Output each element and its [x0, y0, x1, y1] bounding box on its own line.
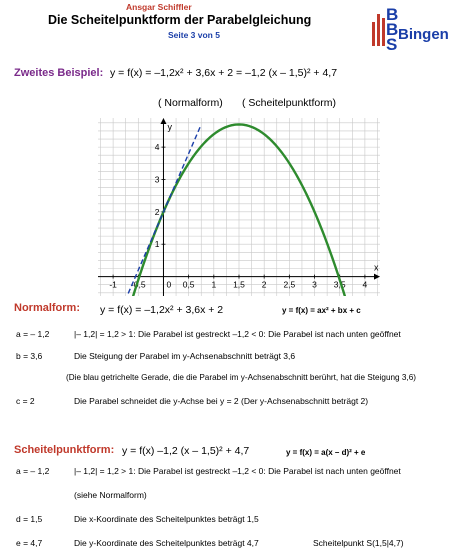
bbs-bingen-logo — [370, 6, 470, 52]
page-number: Seite 3 von 5 — [168, 30, 220, 40]
x-tick-label: 2 — [261, 279, 267, 290]
x-tick-label: 1,5 — [233, 279, 245, 290]
author-name: Ansgar Schiffler — [126, 2, 192, 12]
y-axis-arrow-icon — [160, 118, 166, 124]
scheitel-row-3-left: d = 1,5 — [16, 514, 43, 524]
scheitel-row-4-left: e = 4,7 — [16, 538, 43, 548]
x-tick-label: -0,5 — [130, 279, 146, 290]
normal-row-2-text: Die Steigung der Parabel im y-Achsenabschnitt beträgt 3,6 — [74, 351, 296, 361]
normal-row-2-left: b = 3,6 — [16, 351, 43, 361]
example-label: Zweites Beispiel: — [14, 67, 104, 79]
normalform-general: y = f(x) = ax² + bx + c — [282, 306, 361, 315]
y-tick-label: 1 — [154, 239, 160, 250]
x-tick-label: 3 — [312, 279, 317, 290]
scheitel-row-1-left: a = – 1,2 — [16, 466, 50, 476]
scheitel-row-1-text: |– 1,2| = 1,2 > 1: Die Parabel ist gestreckt –1,2 < 0: Die Parabel ist nach unten geöffnet — [74, 466, 401, 476]
x-tick-label: 4 — [362, 279, 368, 290]
logo-letter-2: B — [386, 20, 399, 39]
normal-row-1-left: a = – 1,2 — [16, 329, 50, 339]
y-axis-label: y — [167, 122, 172, 132]
normalform-title: Normalform: — [14, 302, 81, 314]
example-equation: y = f(x) = –1,2x² + 3,6x + 2 = –1,2 (x – 1,5)² + 4,7 — [110, 67, 338, 79]
scheitelform-tag: ( Scheitelpunktform) — [242, 97, 336, 109]
y-tick-label: 2 — [154, 206, 160, 217]
normalform-equation: y = f(x) = –1,2x² + 3,6x + 2 — [100, 304, 224, 316]
x-tick-label: 2,5 — [283, 279, 296, 290]
y-tick-label: 3 — [154, 174, 160, 185]
normal-row-4-left: c = 2 — [16, 396, 35, 406]
parabola-chart — [98, 118, 380, 296]
normalform-tag: ( Normalform) — [158, 97, 223, 109]
scheitelform-general: y = f(x) = a(x – d)² + e — [286, 448, 366, 457]
scheitelpunkt-result: Scheitelpunkt S(1,5|4,7) — [313, 538, 404, 548]
parabola-curve — [128, 124, 352, 296]
scheitelform-equation: y = f(x) –1,2 (x – 1,5)² + 4,7 — [122, 445, 250, 457]
scheitelform-title: Scheitelpunktform: — [14, 444, 115, 456]
page-title: Die Scheitelpunktform der Parabelgleichung — [48, 13, 312, 27]
normal-row-4-text: Die Parabel schneidet die y-Achse bei y = 2 (Der y-Achsenabschnitt beträgt 2) — [74, 396, 369, 406]
x-tick-label: 0 — [166, 279, 172, 290]
tangent-line — [128, 124, 201, 293]
logo-letter-3: S — [386, 35, 398, 54]
scheitel-row-4-text: Die y-Koordinate des Scheitelpunktes beträgt 4,7 — [74, 538, 259, 548]
logo-letter-1: B — [386, 5, 399, 24]
scheitel-row-3-text: Die x-Koordinate des Scheitelpunktes beträgt 1,5 — [74, 514, 259, 524]
y-tick-label: 4 — [154, 142, 160, 153]
x-tick-label: 3,5 — [333, 279, 346, 290]
normal-row-3-text: (Die blau getrichelte Gerade, die die Parabel im y-Achsenabschnitt berührt, hat die Steigung 3,6) — [66, 373, 416, 382]
logo-text: Bingen — [398, 26, 449, 43]
x-tick-label: 0,5 — [182, 279, 195, 290]
scheitel-row-2-text: (siehe Normalform) — [74, 490, 147, 500]
x-axis-label: x — [374, 262, 379, 273]
x-tick-label: -1 — [109, 279, 117, 290]
x-axis-arrow-icon — [374, 274, 380, 280]
x-tick-label: 1 — [211, 279, 217, 290]
normal-row-1-text: |– 1,2| = 1,2 > 1: Die Parabel ist gestreckt –1,2 < 0: Die Parabel ist nach unten geöffnet — [74, 329, 401, 339]
